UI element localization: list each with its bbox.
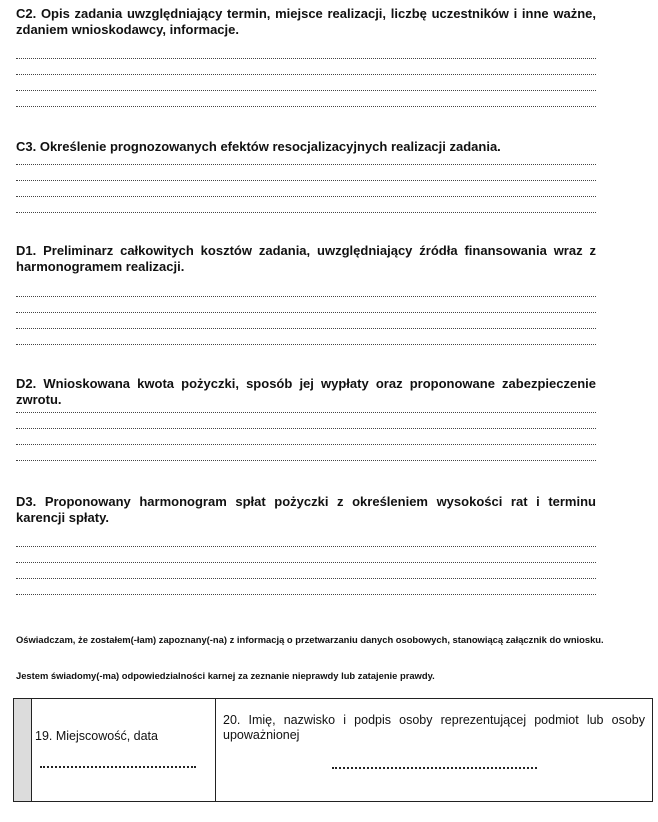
section-d2-heading: D2. Wnioskowana kwota pożyczki, sposób jej wypłaty oraz proponowane zabezpieczenie zwrotu. bbox=[16, 376, 596, 407]
answer-line bbox=[16, 460, 596, 461]
signature-label: 20. Imię, nazwisko i podpis osoby reprezentującej podmiot lub osoby upoważnionej bbox=[223, 713, 645, 742]
section-d1-heading: D1. Preliminarz całkowitych kosztów zadania, uwzględniający źródła finansowania wraz z harmonogramem realizacji. bbox=[16, 243, 596, 274]
answer-line bbox=[16, 106, 596, 107]
answer-line bbox=[16, 428, 596, 429]
answer-line bbox=[16, 578, 596, 579]
section-c3 bbox=[16, 139, 596, 155]
answer-line bbox=[16, 212, 596, 213]
section-d3-heading: D3. Proponowany harmonogram spłat pożyczki z określeniem wysokości rat i terminu karencji spłaty. bbox=[16, 494, 596, 525]
answer-line bbox=[16, 312, 596, 313]
answer-line bbox=[16, 58, 596, 59]
answer-line bbox=[16, 164, 596, 165]
section-d1 bbox=[16, 243, 596, 275]
place-date-cell[interactable] bbox=[32, 699, 216, 802]
answer-line bbox=[16, 344, 596, 345]
answer-line bbox=[16, 546, 596, 547]
gray-margin-cell bbox=[14, 699, 32, 802]
signature-line[interactable] bbox=[332, 767, 537, 769]
place-date-signature-line[interactable] bbox=[40, 766, 196, 768]
answer-line bbox=[16, 562, 596, 563]
section-c2-heading: C2. Opis zadania uwzględniający termin, miejsce realizacji, liczbę uczestników i inne ważne, zdaniem wnioskodawcy, informacje. bbox=[16, 6, 596, 37]
data-processing-declaration: Oświadczam, że zostałem(-łam) zapoznany(-na) z informacją o przetwarzaniu danych osobowych, stanowiącą załącznik do wniosku. bbox=[16, 634, 604, 645]
answer-line bbox=[16, 296, 596, 297]
answer-line bbox=[16, 328, 596, 329]
place-date-label: 19. Miejscowość, data bbox=[35, 729, 158, 743]
answer-line bbox=[16, 74, 596, 75]
answer-line bbox=[16, 412, 596, 413]
section-c3-heading: C3. Określenie prognozowanych efektów resocjalizacyjnych realizacji zadania. bbox=[16, 139, 501, 154]
answer-line bbox=[16, 594, 596, 595]
answer-line bbox=[16, 90, 596, 91]
section-d2 bbox=[16, 376, 596, 408]
answer-line bbox=[16, 180, 596, 181]
signature-table bbox=[13, 698, 653, 802]
criminal-liability-declaration: Jestem świadomy(-ma) odpowiedzialności karnej za zeznanie nieprawdy lub zatajenie prawdy. bbox=[16, 670, 435, 681]
section-c2 bbox=[16, 6, 596, 38]
answer-line bbox=[16, 196, 596, 197]
answer-line bbox=[16, 444, 596, 445]
signature-cell[interactable] bbox=[216, 699, 653, 802]
section-d3 bbox=[16, 494, 596, 526]
